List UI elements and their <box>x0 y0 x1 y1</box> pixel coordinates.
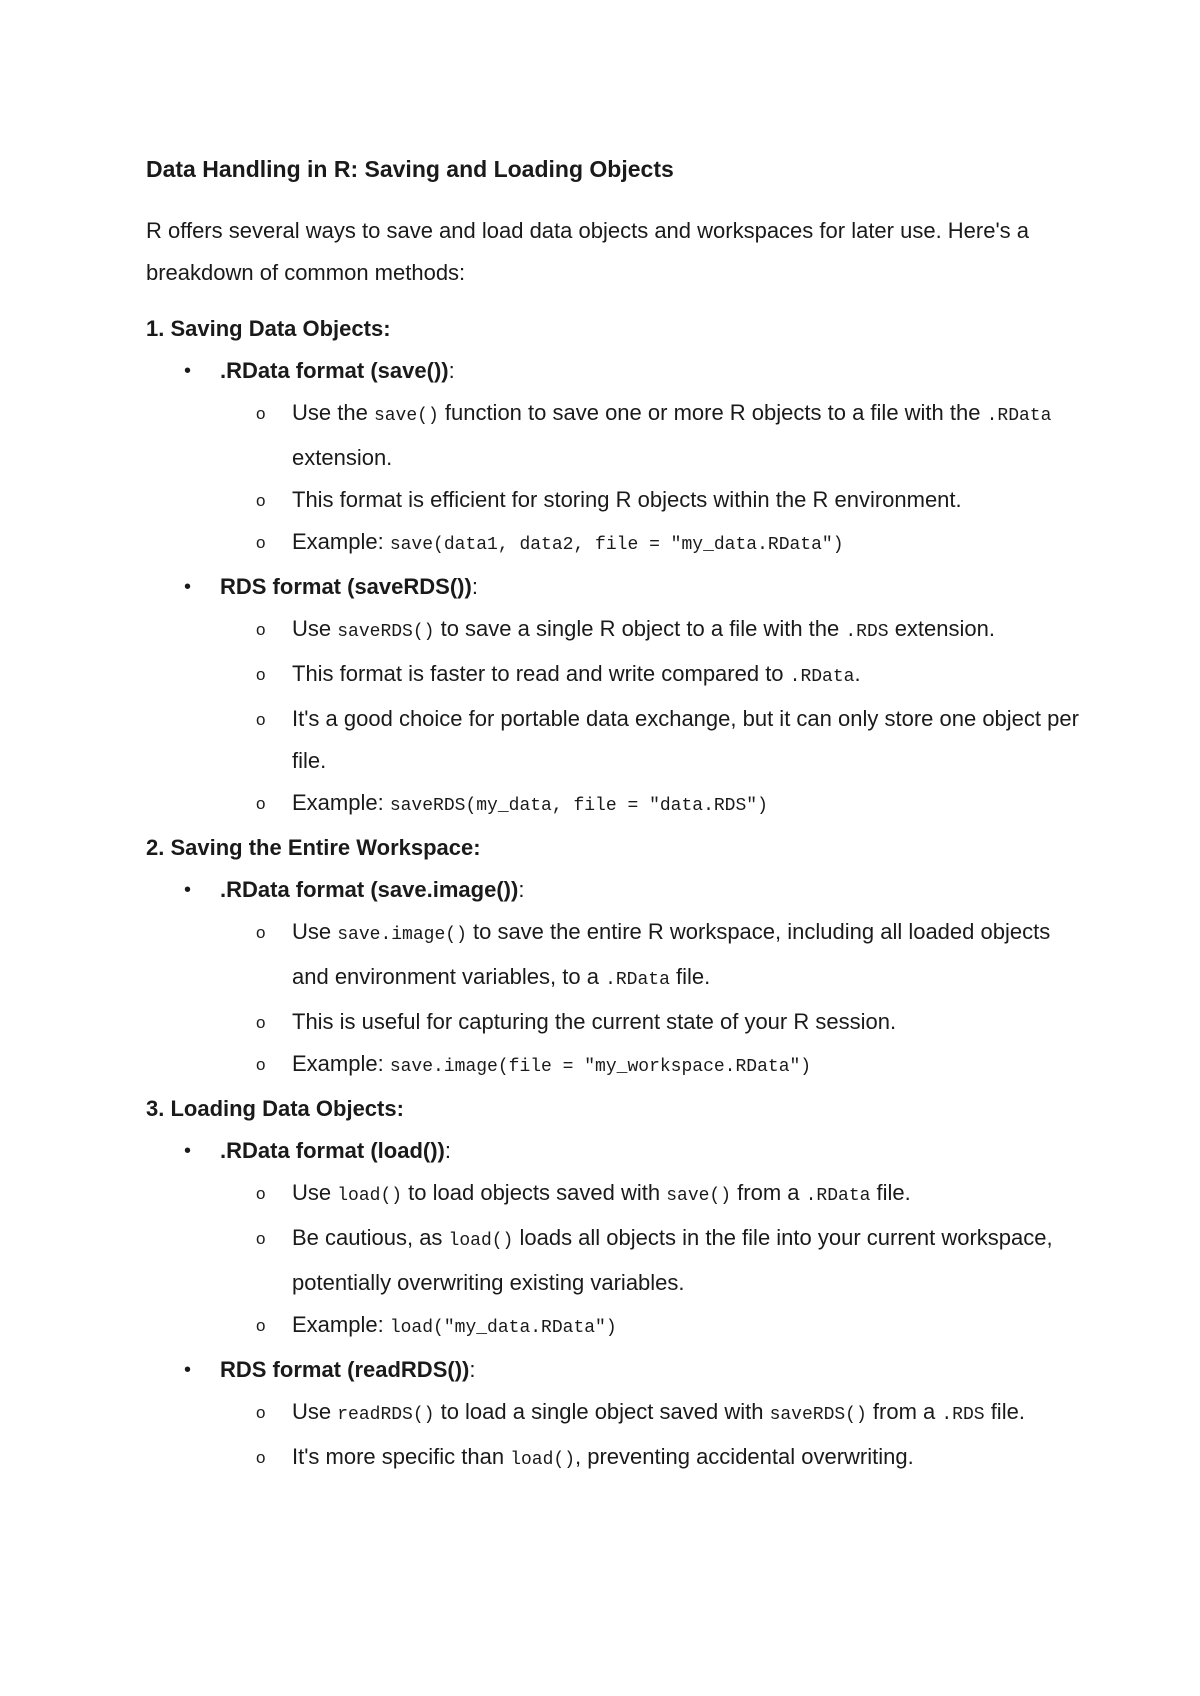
sub-bullet-marker: o <box>256 710 266 729</box>
list-item <box>146 350 1086 566</box>
list-item <box>146 869 1086 1088</box>
item-label-bold: .RData format (save()) <box>220 358 449 383</box>
inline-code: .RData <box>805 1186 871 1206</box>
sub-list-item: o Use the save() function to save one or more R objects to a file with the .RData extension. <box>146 392 1086 479</box>
inline-code: save() <box>373 406 439 426</box>
inline-code: save.image(file = "my_workspace.RData") <box>389 1057 812 1077</box>
inline-code: load() <box>510 1450 575 1470</box>
sub-bullet-list <box>220 911 1086 1088</box>
sub-list-item: o This format is faster to read and write compared to .RData. <box>146 653 1086 698</box>
sub-list-item: o Example: save(data1, data2, file = "my_data.RData") <box>146 521 1086 566</box>
sub-list-item: o Example: load("my_data.RData") <box>146 1304 1086 1349</box>
sub-bullet-marker: o <box>256 794 266 813</box>
section-1 <box>146 308 1086 827</box>
sub-list-item: o This format is efficient for storing R objects within the R environment. <box>146 479 1086 521</box>
bullet-marker: • <box>184 879 192 901</box>
list-item <box>146 1349 1086 1481</box>
sub-bullet-marker: o <box>256 923 266 942</box>
inline-code: load() <box>448 1231 514 1251</box>
sub-bullet-marker: o <box>256 1055 266 1074</box>
sub-bullet-marker: o <box>256 491 266 510</box>
item-label-bold: RDS format (readRDS()) <box>220 1357 470 1382</box>
inline-code: saveRDS() <box>337 622 435 642</box>
inline-code: load("my_data.RData") <box>389 1318 617 1338</box>
list-item <box>146 566 1086 827</box>
inline-code: load() <box>337 1186 403 1206</box>
inline-code: save() <box>666 1186 732 1206</box>
sub-list-item: o This is useful for capturing the current state of your R session. <box>146 1001 1086 1043</box>
inline-code: saveRDS(my_data, file = "data.RDS") <box>389 796 768 816</box>
bullet-list <box>146 1130 1086 1481</box>
sub-list-item: o Be cautious, as load() loads all objects in the file into your current workspace, potentially overwriting existing variables. <box>146 1217 1086 1304</box>
sub-bullet-marker: o <box>256 620 266 639</box>
sub-list-item: o It's more specific than load(), preventing accidental overwriting. <box>146 1436 1086 1481</box>
item-label: .RData format (save.image()): <box>220 877 525 902</box>
bullet-list <box>146 350 1086 827</box>
sub-bullet-marker: o <box>256 1229 266 1248</box>
sub-bullet-list <box>220 1172 1086 1349</box>
sub-list-item: o Example: saveRDS(my_data, file = "data.RDS") <box>146 782 1086 827</box>
sub-list-item: o Use saveRDS() to save a single R object to a file with the .RDS extension. <box>146 608 1086 653</box>
sub-bullet-marker: o <box>256 404 266 423</box>
inline-code: .RDS <box>941 1405 985 1425</box>
item-label: .RData format (save()): <box>220 358 455 383</box>
sub-bullet-marker: o <box>256 1316 266 1335</box>
item-label: RDS format (readRDS()): <box>220 1357 476 1382</box>
document-content <box>146 148 1086 1481</box>
inline-code: .RData <box>605 970 670 990</box>
sub-list-item: o Example: save.image(file = "my_workspace.RData") <box>146 1043 1086 1088</box>
sections <box>146 308 1086 1481</box>
bullet-marker: • <box>184 576 192 598</box>
inline-code: .RData <box>789 667 855 687</box>
sub-bullet-list <box>220 1391 1086 1481</box>
inline-code: readRDS() <box>337 1405 435 1425</box>
sub-bullet-marker: o <box>256 1013 266 1032</box>
intro-paragraph: R offers several ways to save and load data objects and workspaces for later use. Here's a breakdown of common methods: <box>146 218 1030 285</box>
sub-list-item: o Use load() to load objects saved with save() from a .RData file. <box>146 1172 1086 1217</box>
inline-code: .RDS <box>845 622 889 642</box>
item-label: RDS format (saveRDS()): <box>220 574 478 599</box>
sub-bullet-list <box>220 392 1086 566</box>
document-title: Data Handling in R: Saving and Loading Objects <box>146 156 674 182</box>
inline-code: save.image() <box>337 925 467 945</box>
sub-bullet-marker: o <box>256 665 266 684</box>
bullet-marker: • <box>184 1359 192 1381</box>
item-label-bold: .RData format (load()) <box>220 1138 445 1163</box>
section-heading: 1. Saving Data Objects: <box>146 316 391 341</box>
item-label-bold: RDS format (saveRDS()) <box>220 574 472 599</box>
sub-bullet-marker: o <box>256 1184 266 1203</box>
sub-list-item: o Use save.image() to save the entire R workspace, including all loaded objects and environment variables, to a .RData file. <box>146 911 1086 1001</box>
sub-bullet-marker: o <box>256 533 266 552</box>
item-label-bold: .RData format (save.image()) <box>220 877 519 902</box>
sub-list-item: o It's a good choice for portable data exchange, but it can only store one object per file. <box>146 698 1086 782</box>
bullet-marker: • <box>184 1140 192 1162</box>
inline-code: .RData <box>986 406 1052 426</box>
sub-bullet-list <box>220 608 1086 827</box>
bullet-list <box>146 869 1086 1088</box>
section-3 <box>146 1088 1086 1481</box>
sub-bullet-marker: o <box>256 1403 266 1422</box>
sub-bullet-marker: o <box>256 1448 266 1467</box>
inline-code: saveRDS() <box>769 1405 867 1425</box>
inline-code: save(data1, data2, file = "my_data.RData") <box>389 535 844 555</box>
list-item <box>146 1130 1086 1349</box>
item-label: .RData format (load()): <box>220 1138 452 1163</box>
section-2 <box>146 827 1086 1088</box>
bullet-marker: • <box>184 360 192 382</box>
section-heading: 2. Saving the Entire Workspace: <box>146 835 481 860</box>
sub-list-item: o Use readRDS() to load a single object saved with saveRDS() from a .RDS file. <box>146 1391 1086 1436</box>
section-heading: 3. Loading Data Objects: <box>146 1096 404 1121</box>
